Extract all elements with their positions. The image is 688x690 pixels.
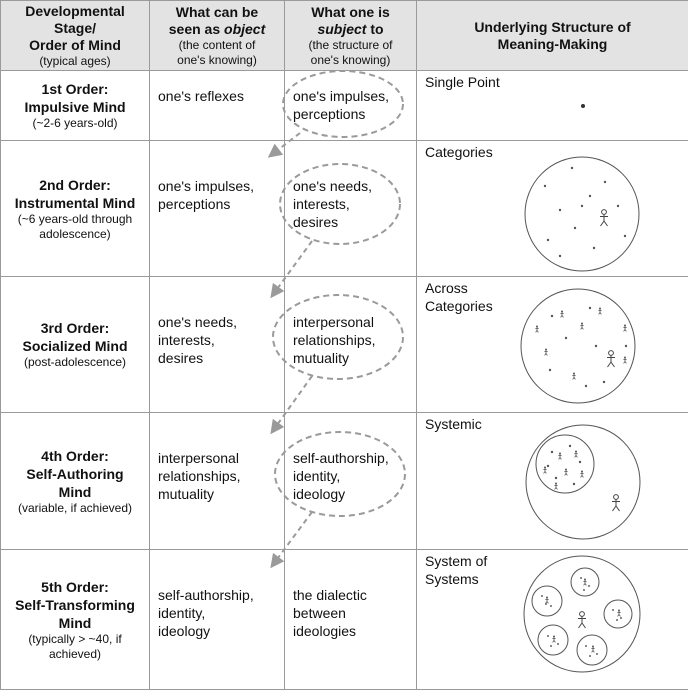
row-4th-order [1, 413, 688, 550]
stage-cell-1 [1, 71, 150, 141]
object-cell-3 [150, 277, 285, 413]
stage-cell-3 [1, 277, 150, 413]
header-object-sub-2: one's knowing) [150, 53, 284, 68]
header-subject [285, 1, 417, 71]
header-subject-line-1: What one is [285, 4, 416, 21]
header-object-sub-1: (the content of [150, 38, 284, 53]
object-text-1: one's reflexes [150, 71, 284, 105]
structure-label-1: Single Point [417, 71, 688, 91]
subject-cell-1 [285, 71, 417, 141]
row-5th-order [1, 550, 688, 690]
subject-text-1: one's impulses, perceptions [285, 71, 416, 123]
header-object-line-2 [150, 21, 284, 38]
object-text-5: self-authorship, identity, ideology [150, 550, 284, 640]
structure-label-4: Systemic [417, 413, 688, 433]
stage-name-1a: 1st Order: [1, 80, 149, 98]
object-cell-2 [150, 141, 285, 277]
header-object [150, 1, 285, 71]
header-stage-line-2: Stage/ [1, 20, 149, 37]
header-stage-line-3: Order of Mind [1, 37, 149, 54]
stage-name-5c: Mind [1, 614, 149, 632]
stage-name-3b: Socialized Mind [1, 337, 149, 355]
structure-cell-2 [417, 141, 688, 277]
subject-text-3: interpersonal relationships, mutuality [285, 277, 416, 367]
object-cell-1 [150, 71, 285, 141]
stage-name-2a: 2nd Order: [1, 176, 149, 194]
stage-age-4: (variable, if achieved) [1, 501, 149, 516]
stage-age-2a: (~6 years-old through [1, 212, 149, 227]
header-stage-line-1: Developmental [1, 3, 149, 20]
subject-cell-5 [285, 550, 417, 690]
structure-label-3: Across Categories [417, 277, 688, 315]
structure-label-5: System of Systems [417, 550, 688, 588]
header-subject-line-2-post: to [366, 21, 383, 37]
header-row [1, 1, 688, 71]
stage-name-4a: 4th Order: [1, 447, 149, 465]
subject-cell-2 [285, 141, 417, 277]
row-3rd-order [1, 277, 688, 413]
stage-name-4b: Self-Authoring [1, 465, 149, 483]
header-object-line-1: What can be [150, 4, 284, 21]
stage-cell-2 [1, 141, 150, 277]
stage-age-5b: achieved) [1, 647, 149, 662]
header-stage [1, 1, 150, 71]
stage-name-5b: Self-Transforming [1, 596, 149, 614]
header-object-em: object [224, 21, 265, 37]
subject-text-2: one's needs, interests, desires [285, 141, 416, 231]
stage-age-3: (post-adolescence) [1, 355, 149, 370]
subject-text-4: self-authorship, identity, ideology [285, 413, 416, 503]
row-2nd-order [1, 141, 688, 277]
stage-name-3a: 3rd Order: [1, 319, 149, 337]
stage-name-4c: Mind [1, 483, 149, 501]
header-structure [417, 1, 688, 71]
stage-name-1b: Impulsive Mind [1, 98, 149, 116]
stage-name-2b: Instrumental Mind [1, 194, 149, 212]
header-stage-sub: (typical ages) [1, 54, 149, 69]
stage-cell-4 [1, 413, 150, 550]
header-subject-em: subject [317, 21, 366, 37]
header-structure-line-1: Underlying Structure of [417, 19, 688, 36]
object-text-4: interpersonal relationships, mutuality [150, 413, 284, 503]
header-subject-line-2 [285, 21, 416, 38]
object-text-2: one's impulses, perceptions [150, 141, 284, 213]
stage-age-2b: adolescence) [1, 227, 149, 242]
row-1st-order [1, 71, 688, 141]
structure-cell-1 [417, 71, 688, 141]
header-object-line-2-pre: seen as [169, 21, 224, 37]
stage-age-1: (~2-6 years-old) [1, 116, 149, 131]
stage-age-5a: (typically > ~40, if [1, 632, 149, 647]
subject-cell-4 [285, 413, 417, 550]
subject-text-5: the dialectic between ideologies [285, 550, 416, 640]
structure-cell-5 [417, 550, 688, 690]
structure-cell-4 [417, 413, 688, 550]
structure-label-2: Categories [417, 141, 688, 161]
header-structure-line-2: Meaning-Making [417, 36, 688, 53]
stage-cell-5 [1, 550, 150, 690]
object-cell-5 [150, 550, 285, 690]
object-cell-4 [150, 413, 285, 550]
subject-cell-3 [285, 277, 417, 413]
header-subject-sub-2: one's knowing) [285, 53, 416, 68]
header-subject-sub-1: (the structure of [285, 38, 416, 53]
object-text-3: one's needs, interests, desires [150, 277, 284, 367]
stage-name-5a: 5th Order: [1, 578, 149, 596]
structure-cell-3 [417, 277, 688, 413]
